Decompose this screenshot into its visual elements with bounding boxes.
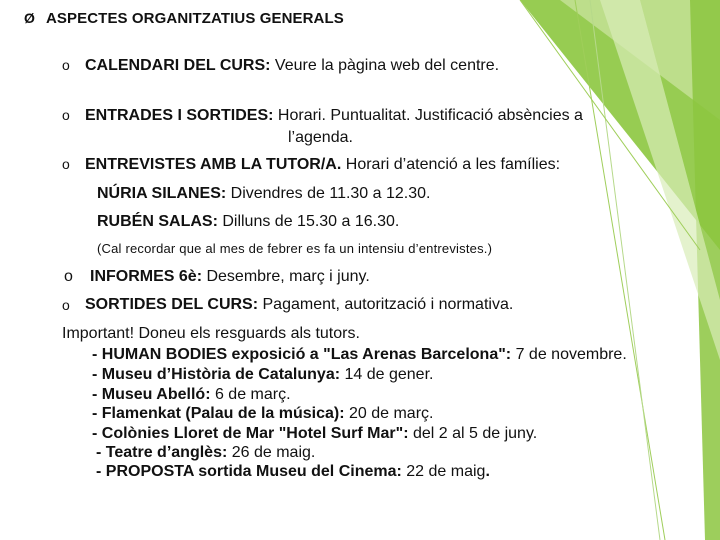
bullet-icon: o xyxy=(62,107,70,123)
activity-title: - Museu Abelló: xyxy=(92,386,211,403)
section-heading: ASPECTES ORGANITZATIUS GENERALS xyxy=(46,10,344,27)
activity-colonies xyxy=(92,424,537,444)
arrow-bullet-icon: Ø xyxy=(24,10,35,26)
item-text: Desembre, març i juny. xyxy=(202,268,370,285)
activity-date: del 2 al 5 de juny. xyxy=(408,425,538,442)
item-calendari xyxy=(85,56,499,76)
interview-note: (Cal recordar que al mes de febrer es fa un intensiu d’entrevistes.) xyxy=(97,241,493,256)
item-entrades-continuation: l’agenda. xyxy=(288,129,353,146)
item-text: Veure la pàgina web del centre. xyxy=(270,57,500,74)
tutor-nuria xyxy=(97,184,430,204)
item-label: CALENDARI DEL CURS: xyxy=(85,57,271,74)
item-text: Horari d’atenció a les famílies: xyxy=(341,156,561,173)
activity-museu-historia xyxy=(92,365,433,385)
bullet-icon: o xyxy=(62,156,70,172)
tutor-name: NÚRIA SILANES: xyxy=(97,185,227,202)
tutor-schedule: Divendres de 11.30 a 12.30. xyxy=(226,185,431,202)
item-label: ENTRADES I SORTIDES: xyxy=(85,107,274,124)
activity-date: 6 de març. xyxy=(210,386,291,403)
activity-title: - PROPOSTA sortida Museu del Cinema: xyxy=(96,463,402,480)
item-label: INFORMES 6è: xyxy=(90,268,203,285)
activity-date: 26 de maig. xyxy=(227,444,316,461)
item-informes xyxy=(90,267,370,287)
bullet-icon: o xyxy=(62,297,70,313)
item-text: Horari. Puntualitat. Justificació absències a xyxy=(273,107,583,124)
tutor-schedule: Dilluns de 15.30 a 16.30. xyxy=(217,213,400,230)
activity-title: - HUMAN BODIES exposició a "Las Arenas Barcelona": xyxy=(92,346,512,363)
item-entrevistes xyxy=(85,155,560,175)
activity-museu-abello xyxy=(92,385,291,405)
activity-human-bodies xyxy=(92,345,627,365)
activity-title: - Museu d’Història de Catalunya: xyxy=(92,366,341,383)
item-sortides xyxy=(85,295,513,315)
activity-date: 7 de novembre. xyxy=(511,346,627,363)
activity-title: - Teatre d’anglès: xyxy=(96,444,228,461)
activity-date: 22 de maig xyxy=(401,463,486,480)
bullet-icon: o xyxy=(62,57,70,73)
item-label: ENTREVISTES AMB LA TUTOR/A. xyxy=(85,156,342,173)
activity-date: 20 de març. xyxy=(344,405,434,422)
activity-date: 14 de gener. xyxy=(340,366,434,383)
activity-flamenkat xyxy=(92,404,433,424)
tutor-ruben xyxy=(97,212,399,232)
important-note: Important! Doneu els resguards als tutors. xyxy=(62,325,360,342)
activity-title: - Flamenkat (Palau de la música): xyxy=(92,405,345,422)
tutor-name: RUBÉN SALAS: xyxy=(97,213,218,230)
activity-title: - Colònies Lloret de Mar "Hotel Surf Mar": xyxy=(92,425,409,442)
item-label: SORTIDES DEL CURS: xyxy=(85,296,259,313)
item-text: Pagament, autorització i normativa. xyxy=(258,296,514,313)
activity-museu-cinema xyxy=(96,462,490,482)
bullet-icon: o xyxy=(64,268,73,285)
activity-period: . xyxy=(485,463,490,480)
activity-teatre xyxy=(96,443,315,463)
item-entrades xyxy=(85,106,583,126)
